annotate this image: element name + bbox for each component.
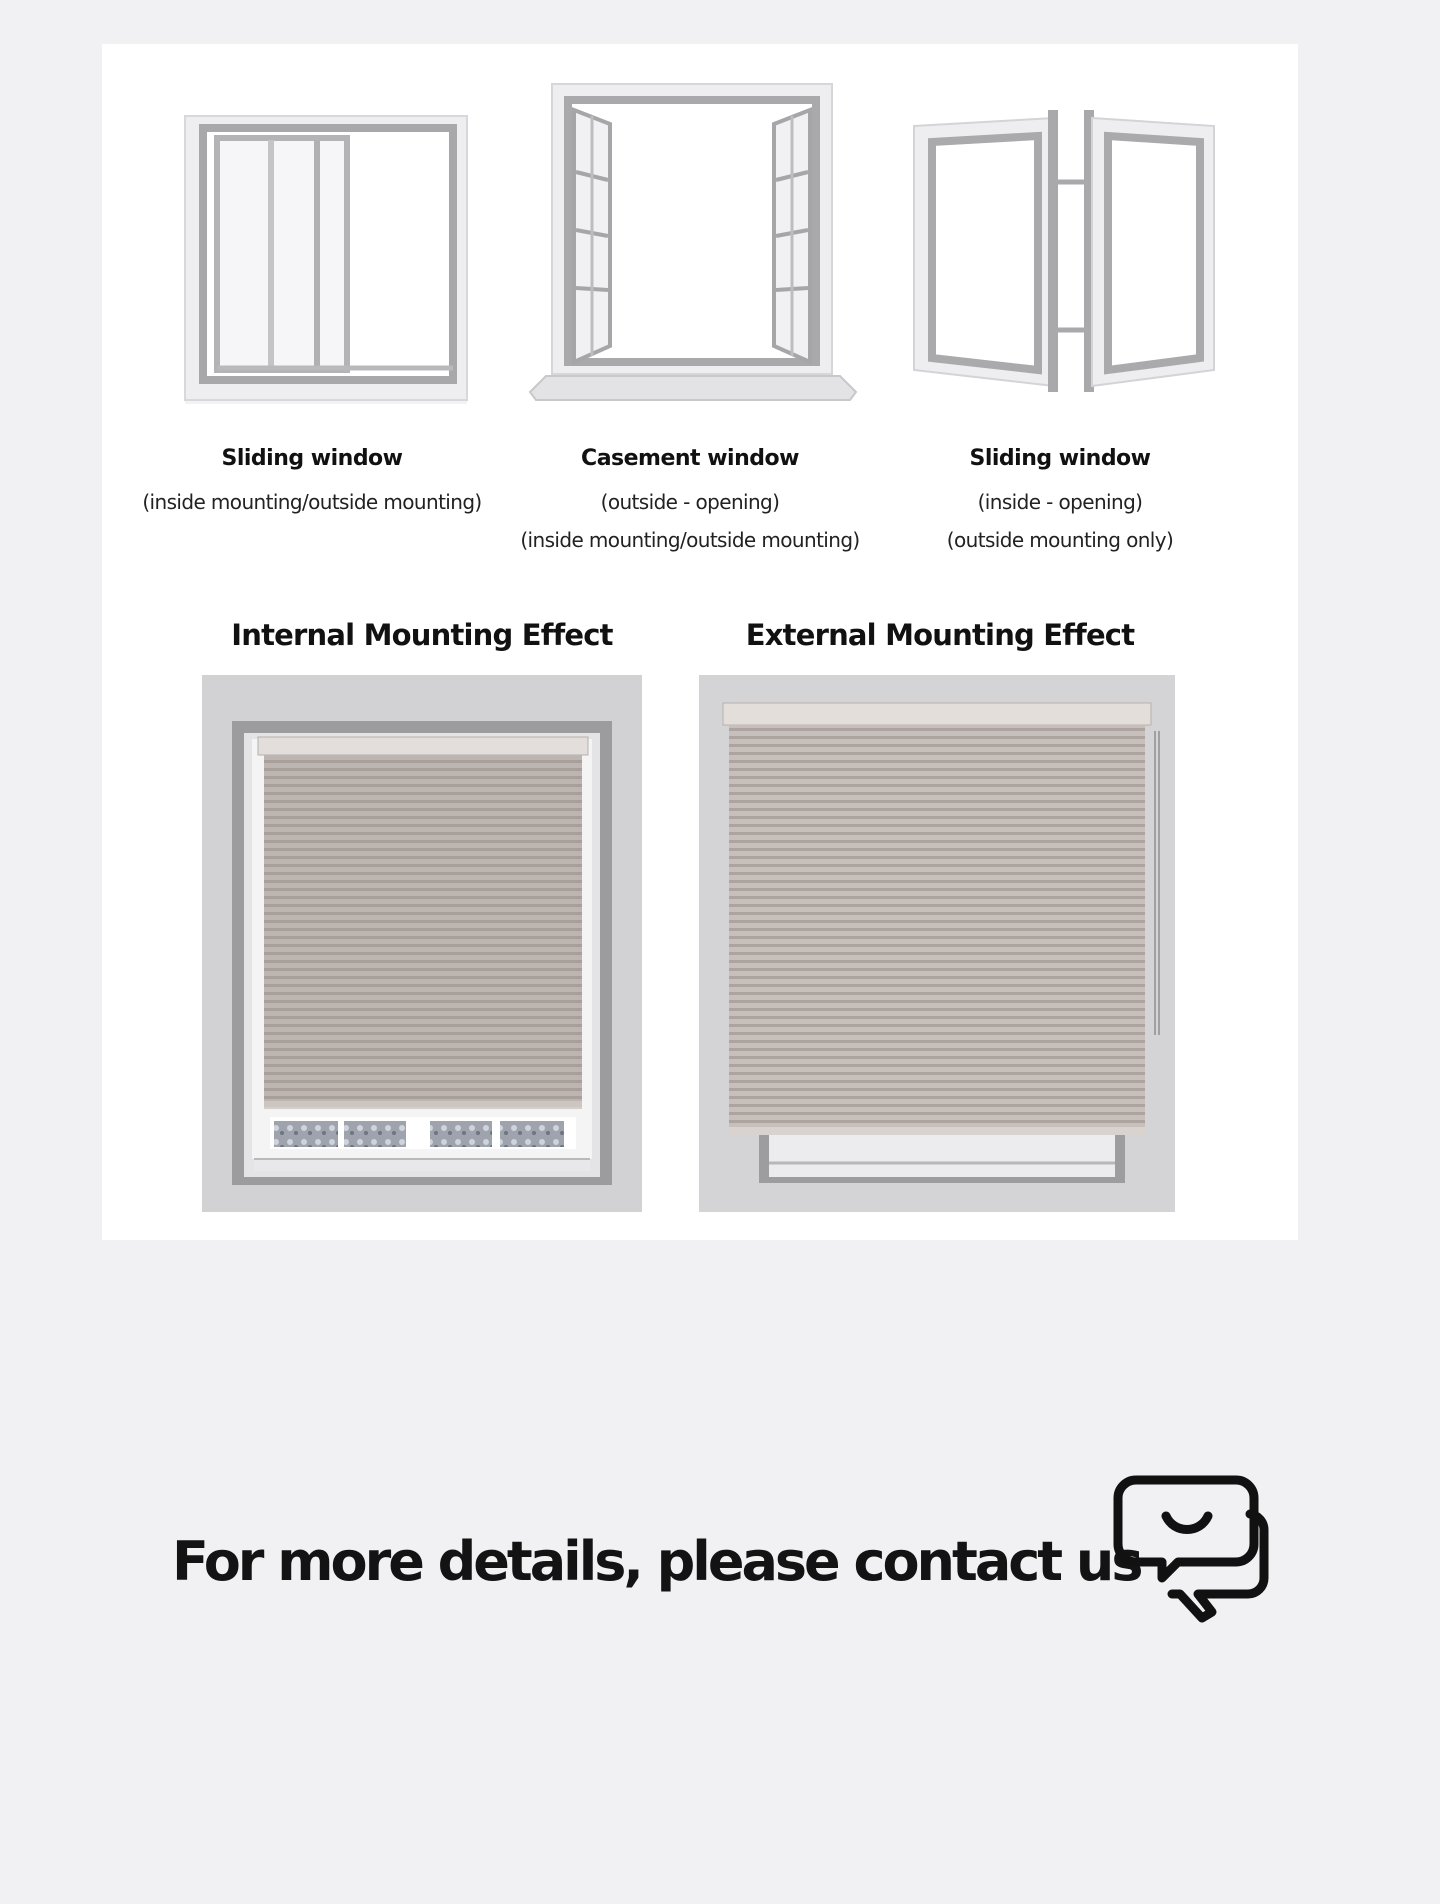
caption-inward-window — [900, 446, 1220, 559]
caption-detail: (outside mounting only) — [946, 528, 1174, 552]
external-mounting-image — [699, 675, 1175, 1212]
caption-title: Casement window — [581, 446, 799, 471]
internal-mounting-image — [202, 675, 642, 1212]
caption-casement-window — [510, 446, 870, 559]
internal-mounting-title: Internal Mounting Effect — [231, 618, 613, 652]
caption-title: Sliding window — [221, 446, 403, 471]
external-mounting-title: External Mounting Effect — [745, 618, 1135, 652]
sliding-window-icon — [177, 104, 477, 404]
chat-bubbles-icon[interactable] — [1104, 1470, 1274, 1635]
window-types-card — [102, 44, 1298, 1240]
caption-title: Sliding window — [969, 446, 1151, 471]
caption-detail: (outside - opening) — [600, 490, 780, 514]
caption-detail: (inside mounting/outside mounting) — [142, 490, 482, 514]
caption-detail: (inside mounting/outside mounting) — [520, 528, 860, 552]
inward-opening-window-icon — [910, 108, 1220, 398]
casement-window-icon — [524, 80, 864, 414]
contact-message: For more details, please contact us — [172, 1530, 1141, 1593]
caption-sliding-window — [142, 446, 482, 521]
caption-detail: (inside - opening) — [977, 490, 1143, 514]
